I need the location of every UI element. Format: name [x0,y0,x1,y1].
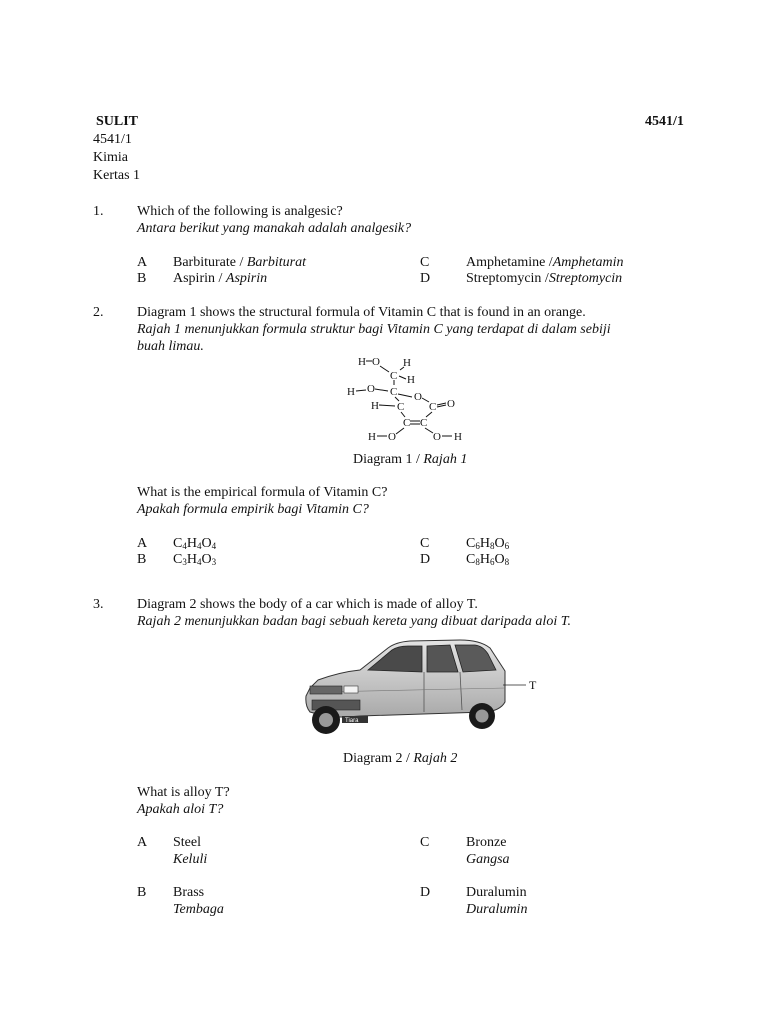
q2-option-d-letter: D [420,552,431,567]
q1-option-a: Barbiturate / Barbiturat [173,255,306,270]
atom-h: H [403,357,411,369]
q3-option-c-en: Bronze [466,835,507,850]
atom-c: C [397,401,405,413]
q3-option-d-en: Duralumin [466,885,527,900]
paper-number: Kertas 1 [93,168,141,183]
q1-option-c-letter: C [420,255,430,270]
q2-option-a-formula: $C_4H_4O_4$ [173,536,217,551]
q1-text-en: Which of the following is analgesic? [137,204,343,219]
q3-text-my: Rajah 2 menunjukkan badan bagi sebuah kereta yang dibuat daripada aloi T. [137,614,571,629]
atom-c: C [390,370,398,382]
car-label-t: T [529,678,537,692]
q2-option-d-formula: $C_8H_6O_8$ [466,552,510,567]
vitamin-c-structure-diagram [340,352,475,447]
q2-option-c-formula: $C_6H_8O_6$ [466,536,510,551]
q3-question-en: What is alloy T? [137,785,230,800]
atom-h: H [358,356,366,368]
q3-option-c-my: Gangsa [466,852,510,867]
q3-question-my: Apakah aloi T? [137,802,224,817]
atom-o: O [372,356,380,368]
q2-text-my-line2: buah limau. [137,339,204,354]
atom-c: C [403,417,411,429]
atom-h: H [371,400,379,412]
q2-option-b-letter: B [137,552,147,567]
q1-text-my: Antara berikut yang manakah adalah analgesik? [137,221,412,236]
q3-option-a-en: Steel [173,835,201,850]
q1-number: 1. [93,204,104,219]
q2-option-a-letter: A [137,536,148,551]
q3-option-a-letter: A [137,835,148,850]
diagram-1-caption: Diagram 1 / Rajah 1 [353,452,468,467]
q1-option-b-letter: B [137,271,147,286]
q3-option-a-my: Keluli [173,852,208,867]
q3-option-b-letter: B [137,885,147,900]
header-sulit: SULIT [96,114,139,129]
paper-code: 4541/1 [93,132,132,147]
atom-o: O [433,431,441,443]
atom-h: H [347,386,355,398]
subject: Kimia [93,150,128,165]
q3-option-c-letter: C [420,835,430,850]
atom-o: O [367,383,375,395]
q2-option-b-formula: $C_3H_4O_3$ [173,552,217,567]
q3-option-b-en: Brass [173,885,205,900]
q3-option-b-my: Tembaga [173,902,224,917]
atom-o: O [447,398,455,410]
q2-option-c-letter: C [420,536,430,551]
q2-number: 2. [93,305,104,320]
q2-question-en: What is the empirical formula of Vitamin C? [137,485,388,500]
header-code: 4541/1 [645,114,684,129]
atom-c: C [390,386,398,398]
atom-o: O [414,391,422,403]
q3-option-d-letter: D [420,885,431,900]
atom-c: C [420,417,428,429]
q3-text-en: Diagram 2 shows the body of a car which is made of alloy T. [137,597,478,612]
q1-option-d-letter: D [420,271,431,286]
q2-text-my-line1: Rajah 1 menunjukkan formula struktur bagi Vitamin C yang terdapat di dalam sebiji [137,322,611,337]
diagram-2-caption: Diagram 2 / Rajah 2 [343,751,458,766]
q1-option-b: Aspirin / Aspirin [173,271,268,286]
atom-h: H [368,431,376,443]
q1-option-a-letter: A [137,255,148,270]
q2-question-my: Apakah formula empirik bagi Vitamin C? [137,502,369,517]
car-image [300,636,550,738]
q1-option-c: Amphetamine /Amphetamin [466,255,624,270]
atom-o: O [388,431,396,443]
atom-c: C [429,401,437,413]
q2-text-en: Diagram 1 shows the structural formula of Vitamin C that is found in an orange. [137,305,586,320]
atom-h: H [407,374,415,386]
q3-number: 3. [93,597,104,612]
svg-text:Tiara: Tiara [345,718,359,724]
atom-h: H [454,431,462,443]
q1-option-d: Streptomycin /Streptomycin [466,271,623,286]
q3-option-d-my: Duralumin [466,902,528,917]
